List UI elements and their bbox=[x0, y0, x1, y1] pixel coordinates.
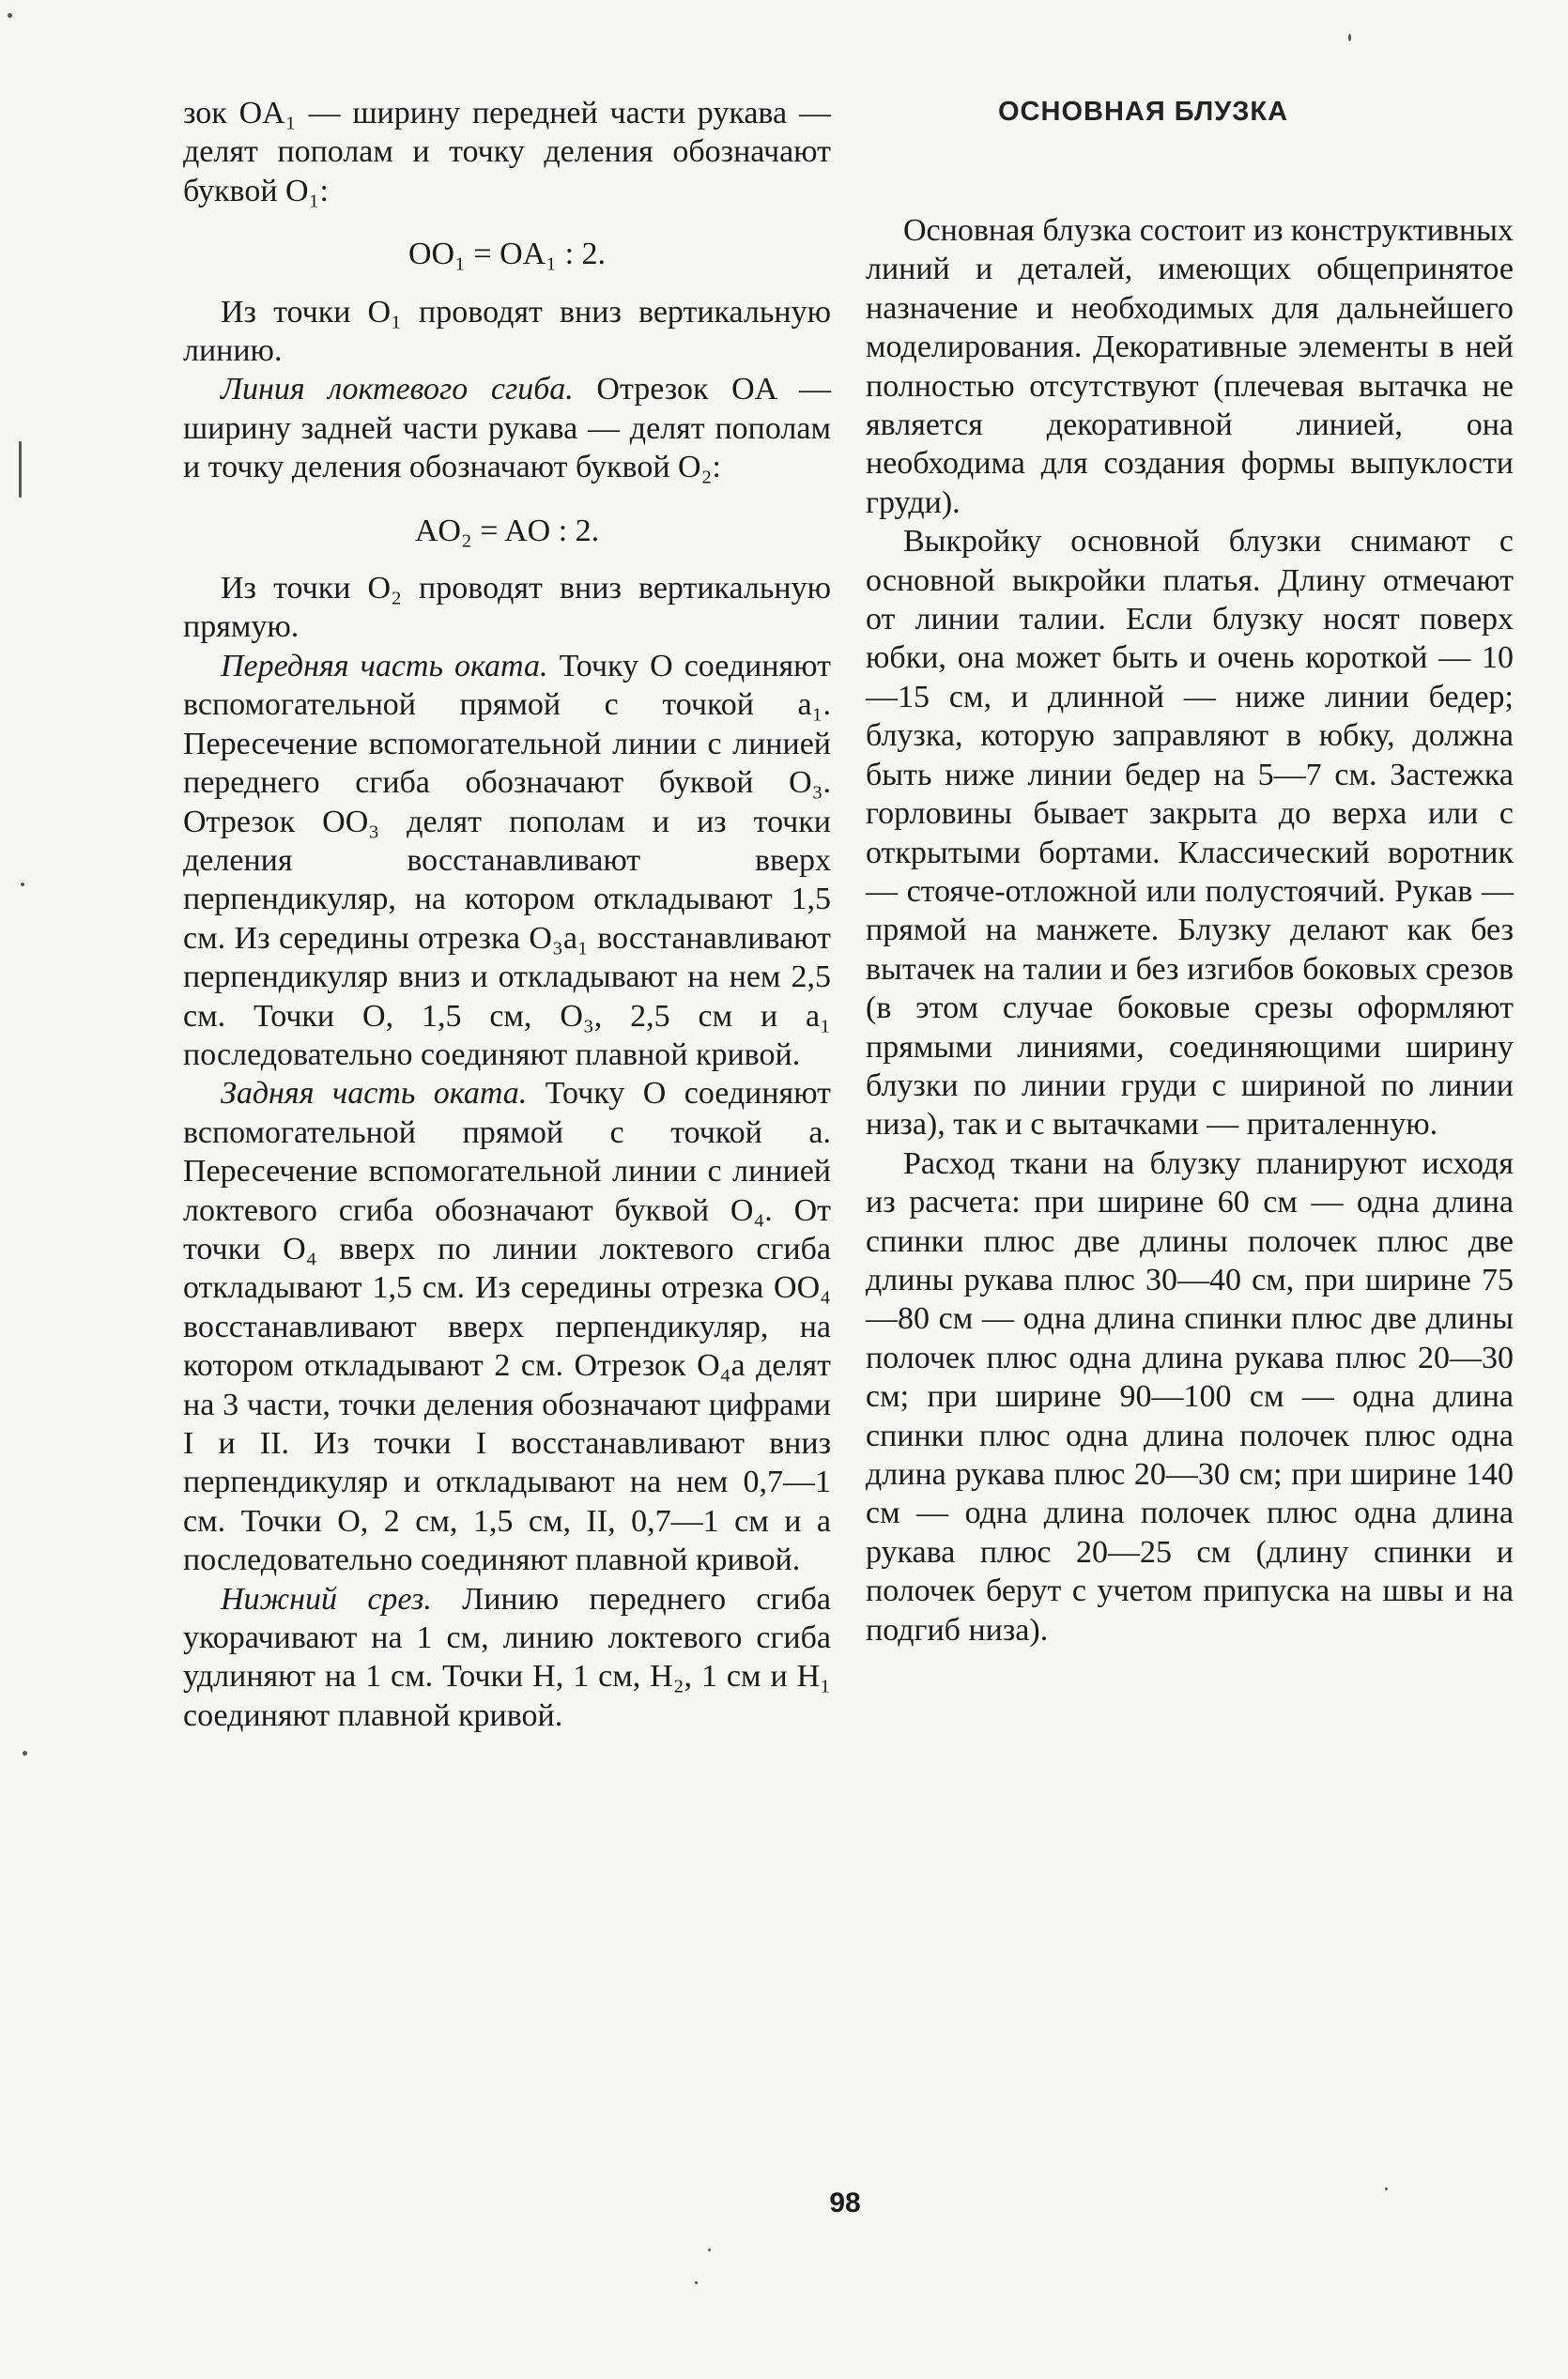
left-paragraph-4: Из точки O₂ проводят вниз вертикальную прямую. bbox=[183, 571, 831, 645]
heading-back-cap: Задняя часть оката. bbox=[221, 1076, 528, 1112]
left-paragraph-1: зок OA₁ — ширину передней части рукава — делят пополам и точку деления обозначают буквой O₁: bbox=[183, 96, 831, 208]
right-paragraph-2: Выкройку основной блузки снимают с основной выкройки платья. Длину отмечают от линии талии. Если блузку носят поверх юбки, она может быть и очень короткой — 10—15 см, и длинной — ниже линии бедер; блузка, которую заправляют в юбку, должна быть ниже линии бедер на 5—7 см. Застежка горловины бывает закрыта до верха или с открытыми бортами. Классический воротник — стояче-отложной или полустоячий. Рукав — прямой на манжете. Блузку делают как без вытачек на талии и без изгибов боковых срезов (в этом случае боковые срезы оформляют прямыми линиями, соединяющими ширину блузки по линии груди с шириной по линии низа), так и с вытачками — приталенную. bbox=[866, 524, 1514, 1143]
formula-ao2: AO₂ = AO : 2. bbox=[414, 513, 600, 548]
scan-speck bbox=[1385, 2187, 1388, 2190]
left-paragraph-3 bbox=[183, 370, 831, 486]
left-paragraph-7 bbox=[183, 1580, 831, 1736]
section-title: ОСНОВНАЯ БЛУЗКА bbox=[998, 97, 1289, 127]
left-paragraph-6 bbox=[183, 1074, 831, 1579]
left-paragraph-6-text: Точку O соединяют вспомогательной прямой с точкой a. Пересечение вспомогательной линии с линией локтевого сгиба обозначают буквой O₄. От точки O₄ вверх по линии локтевого сгиба откладывают 1,5 см. Из середины отрезка OO₄ восстанавливают вверх перпендикуляр, на котором откладывают 2 см. Отрезок O₄a делят на 3 части, точки деления обозначают цифрами I и II. Из точки I восстанавливают вниз перпендикуляр и откладывают на нем 0,7—1 см. Точки O, 2 см, 1,5 см, II, 0,7—1 см и a последовательно соединяют плавной кривой. bbox=[183, 1076, 832, 1578]
page-number: 98 bbox=[829, 2187, 861, 2218]
right-paragraph-1: Основная блузка состоит из конструктивных линий и деталей, имеющих общепринятое назначение и необходимых для дальнейшего моделирования. Декоративные элементы в ней полностью отсутствуют (плечевая вытачка не является декоративной линией, она необходима для создания формы выпуклости груди). bbox=[866, 213, 1514, 520]
left-paragraph-5 bbox=[183, 647, 831, 1074]
scan-speck bbox=[1348, 34, 1351, 41]
scan-speck bbox=[708, 2249, 711, 2251]
right-column bbox=[866, 211, 1514, 1650]
scan-speck bbox=[23, 1751, 27, 1756]
left-column bbox=[183, 94, 831, 1735]
left-paragraph-7-text: Линию переднего сгиба укорачивают на 1 см, линию локтевого сгиба удлиняют на 1 см. Точки H, 1 см, H₂, 1 см и H₁ соединяют плавной кривой. bbox=[183, 1581, 832, 1733]
right-paragraph-3: Расход ткани на блузку планируют исходя из расчета: при ширине 60 см — одна длина спинки плюс две длины полочек плюс две длины рукава плюс 30—40 см, при ширине 75—80 см — одна длина спинки плюс две длины полочек плюс одна длина рукава плюс 20—30 см; при ширине 90—100 см — одна длина спинки плюс одна длина полочек плюс одна длина рукава плюс 20—30 см; при ширине 140 см — одна длина полочек плюс одна длина рукава плюс 20—25 см (длину спинки и полочек берут с учетом припуска на швы и на подгиб низа). bbox=[866, 1145, 1514, 1648]
heading-lower-edge: Нижний срез. bbox=[221, 1581, 432, 1617]
left-paragraph-3-text: Отрезок OA — ширину задней части рукава — делят пополам и точку деления обозначают буквой O₂: bbox=[183, 372, 831, 485]
heading-front-cap: Передняя часть оката. bbox=[221, 648, 548, 683]
scan-speck bbox=[8, 13, 12, 18]
formula-oo1: OO₁ = OA₁ : 2. bbox=[407, 237, 607, 272]
heading-elbow-line: Линия локтевого сгиба. bbox=[221, 372, 574, 407]
left-paragraph-5-text: Точку O соединяют вспомогательной прямой с точкой a₁. Пересечение вспомогательной линии с линией переднего сгиба обозначают буквой O₃. Отрезок OO₃ делят пополам и из точки деления восстанавливают вверх перпендикуляр, на котором откладывают 1,5 см. Из середины отрезка O₃a₁ восстанавливают перпендикуляр вниз и откладывают на нем 2,5 см. Точки O, 1,5 см, O₃, 2,5 см и a₁ последовательно соединяют плавной кривой. bbox=[183, 648, 831, 1072]
left-paragraph-2: Из точки O₁ проводят вниз вертикальную линию. bbox=[183, 294, 831, 369]
scan-speck bbox=[695, 2281, 698, 2284]
scan-speck bbox=[21, 883, 24, 886]
scan-speck bbox=[19, 441, 22, 498]
